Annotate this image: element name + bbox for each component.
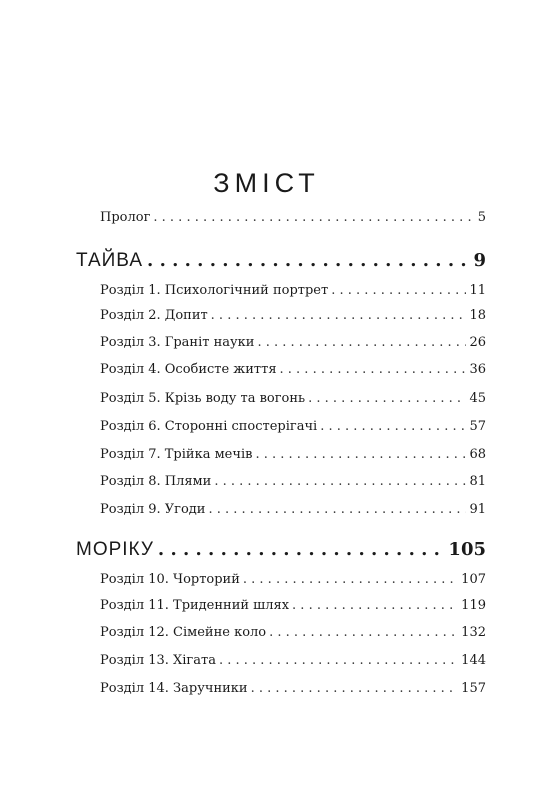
toc-entry bbox=[76, 419, 486, 435]
entry-title: Розділ 13. Хігата bbox=[100, 653, 216, 668]
page-number: 157 bbox=[461, 681, 486, 696]
part-title: МОРІКУ bbox=[76, 539, 154, 560]
page-number: 144 bbox=[461, 653, 486, 668]
page-number: 119 bbox=[461, 598, 486, 613]
dot-leader bbox=[308, 391, 466, 407]
dot-leader bbox=[255, 447, 466, 463]
toc-entry bbox=[76, 625, 486, 641]
page-number: 81 bbox=[469, 474, 486, 489]
toc-entry bbox=[76, 283, 486, 299]
page-number: 9 bbox=[473, 250, 486, 271]
entry-title: Розділ 3. Граніт науки bbox=[100, 335, 255, 350]
page-number: 11 bbox=[469, 283, 486, 298]
dot-leader bbox=[331, 283, 466, 299]
dot-leader bbox=[158, 539, 445, 561]
dot-leader bbox=[153, 210, 474, 226]
toc-entry bbox=[76, 210, 486, 226]
toc-entry bbox=[76, 447, 486, 463]
dot-leader bbox=[214, 474, 466, 490]
dot-leader bbox=[243, 572, 458, 588]
page-number: 105 bbox=[448, 539, 486, 560]
toc-entry bbox=[76, 362, 486, 378]
toc-entry bbox=[76, 653, 486, 669]
part-title: ТАЙВА bbox=[76, 250, 144, 271]
toc-entry bbox=[76, 474, 486, 490]
page-number: 91 bbox=[469, 502, 486, 517]
toc-entry bbox=[76, 335, 486, 351]
entry-title: Розділ 4. Особисте життя bbox=[100, 362, 277, 377]
page-number: 57 bbox=[469, 419, 486, 434]
toc-entry bbox=[76, 308, 486, 324]
dot-leader bbox=[208, 502, 466, 518]
toc-part bbox=[76, 539, 486, 561]
entry-title: Розділ 7. Трійка мечів bbox=[100, 447, 253, 462]
toc-entry bbox=[76, 598, 486, 614]
dot-leader bbox=[251, 681, 459, 697]
page-number: 36 bbox=[469, 362, 486, 377]
page-number: 5 bbox=[477, 210, 486, 225]
entry-title: Розділ 12. Сімейне коло bbox=[100, 625, 267, 640]
page-number: 107 bbox=[461, 572, 486, 587]
page-number: 132 bbox=[461, 625, 486, 640]
dot-leader bbox=[257, 335, 466, 351]
entry-title: Розділ 8. Плями bbox=[100, 474, 212, 489]
entry-title: Розділ 10. Чорторий bbox=[100, 572, 240, 587]
dot-leader bbox=[280, 362, 467, 378]
page-title: ЗМІСТ bbox=[213, 168, 320, 198]
page-number: 18 bbox=[469, 308, 486, 323]
dot-leader bbox=[320, 419, 466, 435]
page-number: 45 bbox=[469, 391, 486, 406]
toc-entry bbox=[76, 572, 486, 588]
entry-title: Розділ 5. Крізь воду та вогонь bbox=[100, 391, 306, 406]
toc-entry bbox=[76, 391, 486, 407]
dot-leader bbox=[219, 653, 458, 669]
toc-entry bbox=[76, 502, 486, 518]
dot-leader bbox=[269, 625, 458, 641]
toc-part bbox=[76, 250, 486, 272]
entry-title: Розділ 6. Сторонні спостерігачі bbox=[100, 419, 318, 434]
page-number: 26 bbox=[469, 335, 486, 350]
dot-leader bbox=[292, 598, 458, 614]
page-number: 68 bbox=[469, 447, 486, 462]
entry-title: Пролог bbox=[100, 210, 151, 225]
entry-title: Розділ 11. Триденний шлях bbox=[100, 598, 290, 613]
entry-title: Розділ 2. Допит bbox=[100, 308, 208, 323]
dot-leader bbox=[211, 308, 467, 324]
entry-title: Розділ 14. Заручники bbox=[100, 681, 248, 696]
entry-title: Розділ 9. Угоди bbox=[100, 502, 206, 517]
entry-title: Розділ 1. Психологічний портрет bbox=[100, 283, 329, 298]
dot-leader bbox=[147, 250, 469, 272]
toc-entry bbox=[76, 681, 486, 697]
